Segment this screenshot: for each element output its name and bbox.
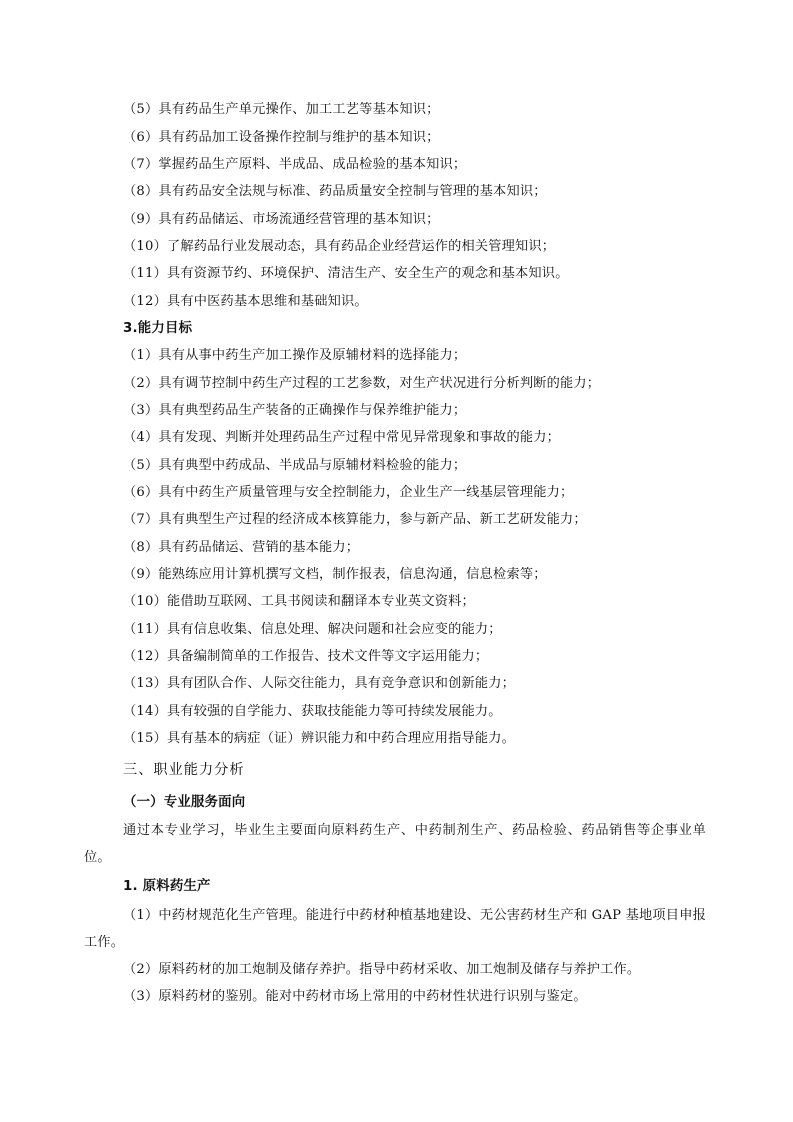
ability-item-9: （9）能熟练应用计算机撰写文档，制作报表，信息沟通，信息检索等；: [123, 567, 547, 582]
ability-heading: 3.能力目标: [123, 321, 193, 336]
ability-item-8: （8）具有药品储运、营销的基本能力；: [123, 540, 360, 555]
raw-material-item-1: （1）中药材规范化生产管理。能进行中药材种植基地建设、无公害药材生产和 GAP 基地项目申报工作。: [84, 908, 706, 950]
knowledge-item-11: （11）具有资源节约、环境保护、清洁生产、安全生产的观念和基本知识。: [123, 266, 569, 281]
knowledge-item-7: （7）掌握药品生产原料、半成品、成品检验的基本知识；: [123, 157, 467, 172]
intro-paragraph: 通过本专业学习，毕业生主要面向原料药生产、中药制剂生产、药品检验、药品销售等企事业单位。: [84, 823, 706, 865]
ability-item-12: （12）具备编制简单的工作报告、技术文件等文字运用能力；: [123, 649, 489, 664]
ability-item-14: （14）具有较强的自学能力、获取技能能力等可持续发展能力。: [123, 704, 502, 719]
raw-material-heading: 1. 原料药生产: [123, 879, 211, 894]
ability-item-1: （1）具有从事中药生产加工操作及原辅材料的选择能力；: [123, 348, 467, 363]
ability-item-7: （7）具有典型生产过程的经济成本核算能力，参与新产品、新工艺研发能力；: [123, 512, 587, 527]
ability-item-5: （5）具有典型中药成品、半成品与原辅材料检验的能力；: [123, 458, 467, 473]
ability-item-6: （6）具有中药生产质量管理与安全控制能力，企业生产一线基层管理能力；: [123, 485, 574, 500]
knowledge-item-5: （5）具有药品生产单元操作、加工工艺等基本知识；: [123, 102, 440, 117]
raw-material-item-2: （2）原料药材的加工炮制及储存养护。指导中药材采收、加工炮制及储存与养护工作。: [123, 962, 641, 977]
ability-item-3: （3）具有典型药品生产装备的正确操作与保养维护能力；: [123, 403, 467, 418]
knowledge-item-6: （6）具有药品加工设备操作控制与维护的基本知识；: [123, 130, 440, 145]
ability-item-2: （2）具有调节控制中药生产过程的工艺参数，对生产状况进行分析判断的能力；: [123, 376, 601, 391]
ability-item-11: （11）具有信息收集、信息处理、解决问题和社会应变的能力；: [123, 622, 502, 637]
ability-item-13: （13）具有团队合作、人际交往能力，具有竞争意识和创新能力；: [123, 676, 516, 691]
ability-item-15: （15）具有基本的病症（证）辨识能力和中药合理应用指导能力。: [123, 731, 516, 746]
knowledge-item-12: （12）具有中医药基本思维和基础知识。: [123, 294, 368, 309]
section-heading-career-analysis: 三、职业能力分析: [123, 762, 245, 778]
raw-material-item-3: （3）原料药材的鉴别。能对中药材市场上常用的中药材性状进行识别与鉴定。: [123, 989, 587, 1004]
knowledge-item-10: （10）了解药品行业发展动态，具有药品企业经营运作的相关管理知识；: [123, 239, 556, 254]
ability-item-4: （4）具有发现、判断并处理药品生产过程中常见异常现象和事故的能力；: [123, 430, 560, 445]
subsection-heading-service: （一）专业服务面向: [123, 795, 246, 810]
knowledge-item-8: （8）具有药品安全法规与标准、药品质量安全控制与管理的基本知识；: [123, 184, 547, 199]
knowledge-item-9: （9）具有药品储运、市场流通经营管理的基本知识；: [123, 212, 440, 227]
ability-item-10: （10）能借助互联网、工具书阅读和翻译本专业英文资料；: [123, 594, 475, 609]
